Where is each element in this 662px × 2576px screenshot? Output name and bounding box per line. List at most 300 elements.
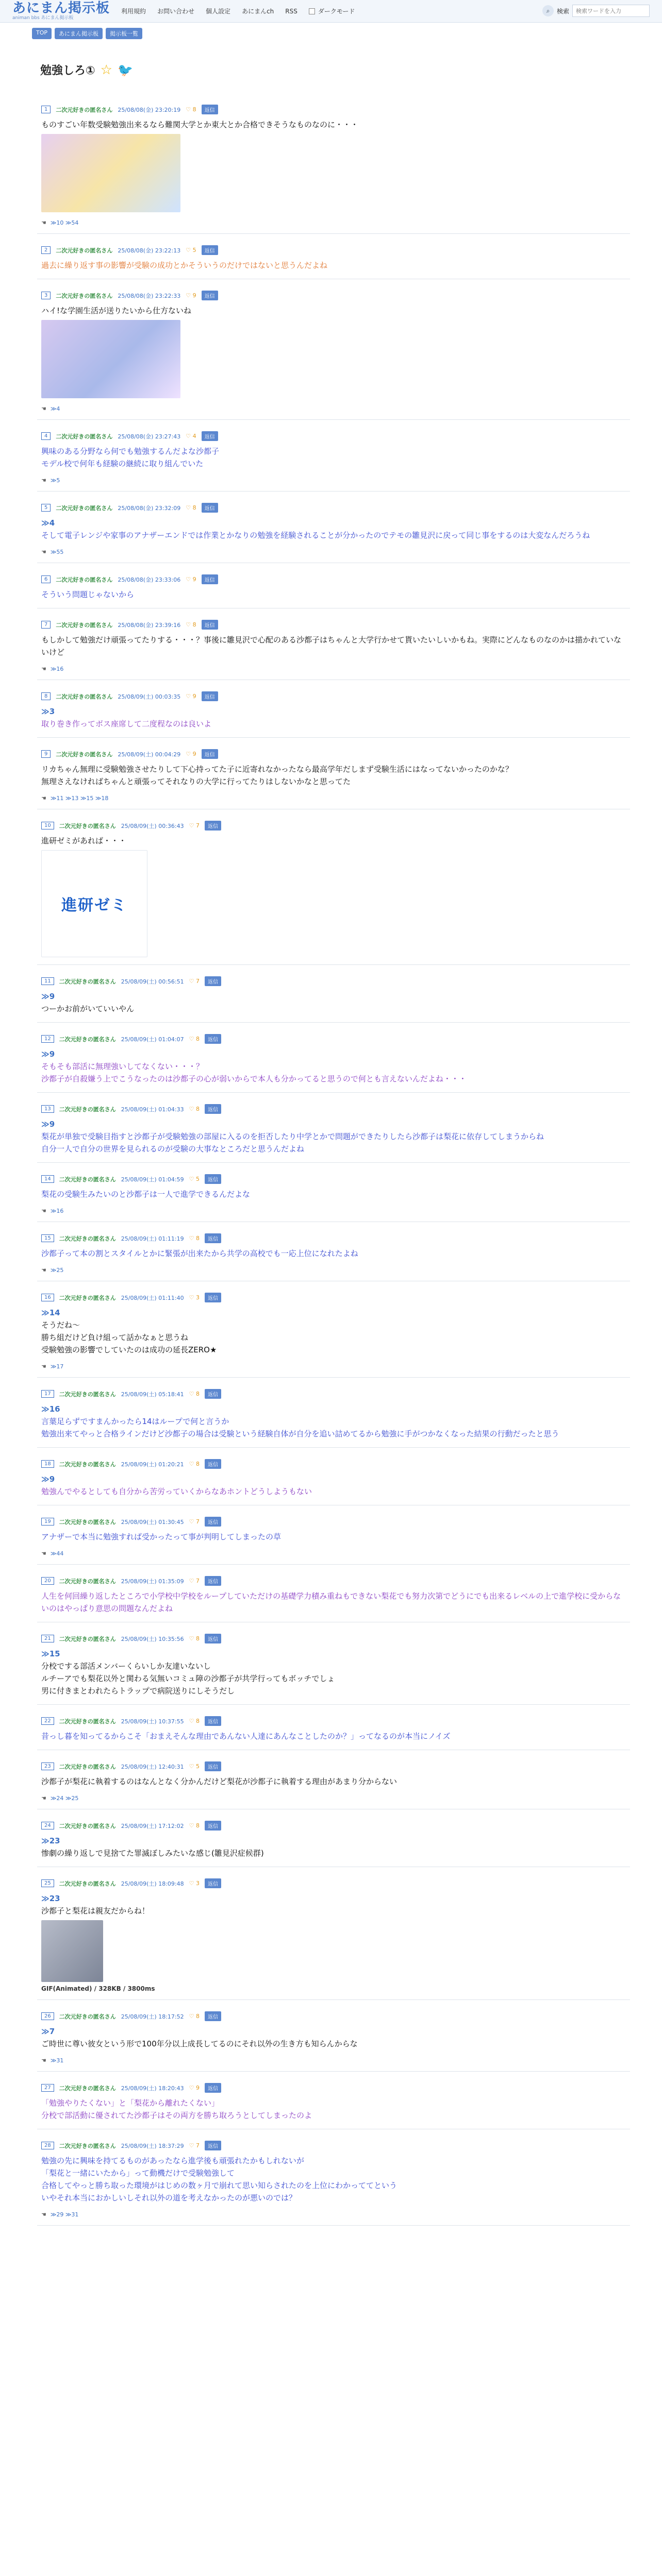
heart-icon: ♡ xyxy=(189,1176,196,1182)
reply-button[interactable]: 返信 xyxy=(205,1174,221,1184)
search-area xyxy=(542,5,650,17)
reply-button[interactable]: 返信 xyxy=(205,1389,221,1399)
post-number[interactable]: 6 xyxy=(41,575,51,583)
reply-button[interactable]: 返信 xyxy=(202,574,218,584)
post-number[interactable]: 23 xyxy=(41,1762,54,1770)
like-count: 8 xyxy=(195,1822,200,1829)
breadcrumb-list[interactable]: 掲示板一覧 xyxy=(106,28,142,39)
post-body: 昔っし暮を知ってるからこそ「おまえそんな理由であんない人達にあんなことしたのか？」ってなるのが本当にノイズ xyxy=(41,1732,451,1741)
post-reference[interactable]: ≫23 xyxy=(41,1836,60,1845)
breadcrumb xyxy=(0,23,662,39)
post-number[interactable]: 4 xyxy=(41,432,51,440)
post-header xyxy=(41,1233,626,1243)
post-body: 沙都子と梨花は親友だからね！ xyxy=(41,1906,150,1916)
post-header xyxy=(41,1878,626,1888)
post xyxy=(37,1867,630,2000)
post-reference[interactable]: ≫4 xyxy=(41,518,55,528)
like-count: 8 xyxy=(192,106,196,113)
post-body: もしかして勉強だけ頑張ってたりする・・・？事後に雛見沢で心配のある沙都子はちゃんと大学行かせて貰いたいしいかもね。実際にどんなものなのかは描かれていないけど xyxy=(41,635,622,657)
heart-icon: ♡ xyxy=(189,822,196,829)
post-header xyxy=(41,691,626,701)
shinken-zemi-logo: 進研ゼミ xyxy=(61,896,127,914)
reply-links[interactable]: ≫16 xyxy=(50,666,64,672)
reply-button[interactable]: 返信 xyxy=(205,1293,221,1302)
dark-mode-toggle[interactable] xyxy=(309,7,355,15)
post-reference[interactable]: ≫3 xyxy=(41,707,55,716)
like-count: 4 xyxy=(192,433,196,439)
reply-button[interactable]: 返信 xyxy=(205,1878,221,1888)
post-reference[interactable]: ≫7 xyxy=(41,2027,55,2036)
like-button[interactable] xyxy=(186,751,196,757)
like-button[interactable] xyxy=(189,2013,200,2020)
post xyxy=(37,1093,630,1163)
post-number[interactable]: 8 xyxy=(41,692,51,700)
post-number[interactable]: 5 xyxy=(41,504,51,512)
reply-links[interactable]: ≫11 ≫13 ≫15 ≫18 xyxy=(50,795,109,802)
post-header xyxy=(41,2141,626,2150)
heart-icon: ♡ xyxy=(189,1635,196,1642)
post-author: 二次元好きの匿名さん xyxy=(56,693,113,700)
post-replies xyxy=(41,1267,626,1274)
post xyxy=(37,1809,630,1867)
post-header xyxy=(41,2011,626,2021)
post-date: 25/08/09(土) 00:56:51 xyxy=(121,978,184,985)
like-count: 8 xyxy=(195,1391,200,1397)
post-author: 二次元好きの匿名さん xyxy=(56,433,113,440)
post-number[interactable]: 13 xyxy=(41,1105,54,1113)
heart-icon: ♡ xyxy=(186,693,193,700)
heart-icon: ♡ xyxy=(189,1880,196,1887)
logo-subtitle: animan bbs あにまん掲示板 xyxy=(12,15,74,21)
reply-button[interactable]: 返信 xyxy=(202,245,218,255)
reply-hand-icon: ☚ xyxy=(41,795,46,802)
reply-button[interactable]: 返信 xyxy=(205,2141,221,2150)
post-reference[interactable]: ≫14 xyxy=(41,1308,60,1317)
like-button[interactable] xyxy=(189,1578,200,1584)
post-reference[interactable]: ≫9 xyxy=(41,1475,55,1484)
like-button[interactable] xyxy=(189,1235,200,1242)
reply-hand-icon: ☚ xyxy=(41,666,46,672)
post xyxy=(37,93,630,234)
search-icon[interactable]: ⌕ xyxy=(542,5,554,16)
reply-button[interactable]: 返信 xyxy=(205,2011,221,2021)
reply-hand-icon: ☚ xyxy=(41,405,46,412)
post-body: 人生を何回繰り返したところで小学校中学校をループしていただけの基礎学力積み重ねもできない梨花でも努力次第でどうにでも出来るレベルの上で進学校に受からないのはやっぱり意思の問題なんだよね xyxy=(41,1591,621,1613)
twitter-bird-icon[interactable]: 🐦 xyxy=(117,62,133,77)
reply-button[interactable]: 返信 xyxy=(205,1634,221,1643)
post-reference[interactable]: ≫9 xyxy=(41,1120,55,1129)
post-body: アナザーで本当に勉強すれば受かったって事が判明してしまったの草 xyxy=(41,1532,282,1541)
post-date: 25/08/09(土) 01:11:40 xyxy=(121,1294,184,1301)
like-button[interactable] xyxy=(189,822,200,829)
post-date: 25/08/09(土) 01:35:09 xyxy=(121,1578,184,1585)
post-header xyxy=(41,620,626,630)
reply-links[interactable]: ≫24 ≫25 xyxy=(50,1795,79,1802)
post-author: 二次元好きの匿名さん xyxy=(59,1635,116,1642)
post xyxy=(37,1565,630,1622)
nav-rss[interactable]: RSS xyxy=(285,7,297,15)
breadcrumb-top[interactable]: TOP xyxy=(32,28,52,39)
post xyxy=(37,1023,630,1093)
post-reference[interactable]: ≫15 xyxy=(41,1649,60,1658)
reply-button[interactable]: 返信 xyxy=(205,976,221,986)
reply-links[interactable]: ≫29 ≫31 xyxy=(50,2211,79,2218)
post-number[interactable]: 21 xyxy=(41,1635,54,1642)
post-date: 25/08/09(土) 00:04:29 xyxy=(118,751,181,758)
post-image[interactable] xyxy=(41,134,180,212)
post-number[interactable]: 10 xyxy=(41,822,54,829)
post-header xyxy=(41,976,626,986)
post-date: 25/08/09(土) 18:09:48 xyxy=(121,1880,184,1887)
reply-hand-icon: ☚ xyxy=(41,477,46,484)
heart-icon: ♡ xyxy=(186,504,193,511)
like-count: 7 xyxy=(195,2142,200,2149)
like-count: 5 xyxy=(195,1176,200,1182)
post-number[interactable]: 3 xyxy=(41,292,51,299)
post-image[interactable] xyxy=(41,850,147,957)
reply-button[interactable]: 返信 xyxy=(202,749,218,759)
post-date: 25/08/09(土) 10:37:55 xyxy=(121,1718,184,1725)
reply-button[interactable]: 返信 xyxy=(205,821,221,831)
post xyxy=(37,1705,630,1750)
post-author: 二次元好きの匿名さん xyxy=(59,1763,116,1770)
heart-icon: ♡ xyxy=(189,1106,196,1112)
reply-button[interactable]: 返信 xyxy=(205,1821,221,1831)
post-author: 二次元好きの匿名さん xyxy=(59,822,116,829)
post-body: つーかお前がいていいやん xyxy=(41,1004,135,1013)
like-button[interactable] xyxy=(186,247,196,253)
reply-hand-icon: ☚ xyxy=(41,1208,46,1214)
post-author: 二次元好きの匿名さん xyxy=(59,1822,116,1829)
post-body: 分校でする部活メンバーくらいしか友達いないし ルチーアでも梨花以外と関わる気無いコミュ障の沙都子が共学行ってもボッチでしょ 男に付きまとわれたらトラップで病院送りにしそうだし xyxy=(41,1662,335,1696)
like-button[interactable] xyxy=(189,2142,200,2149)
reply-hand-icon: ☚ xyxy=(41,1363,46,1370)
heart-icon: ♡ xyxy=(189,1763,196,1770)
like-button[interactable] xyxy=(189,1461,200,1467)
post-date: 25/08/08(金) 23:27:43 xyxy=(118,433,181,440)
post-body: 梨花の受験生みたいのと沙都子は一人で進学できるんだよな xyxy=(41,1190,251,1199)
like-button[interactable] xyxy=(186,106,196,113)
reply-button[interactable]: 返信 xyxy=(202,431,218,441)
post-number[interactable]: 16 xyxy=(41,1294,54,1301)
like-button[interactable] xyxy=(186,292,196,299)
post-replies xyxy=(41,477,626,484)
post-date: 25/08/09(土) 10:35:56 xyxy=(121,1635,184,1642)
site-logo[interactable] xyxy=(12,2,110,21)
reply-links[interactable]: ≫5 xyxy=(50,477,60,484)
post-header xyxy=(41,503,626,513)
post-author: 二次元好きの匿名さん xyxy=(59,1461,116,1468)
like-button[interactable] xyxy=(189,1036,200,1042)
post-body: 進研ゼミがあれば・・・ xyxy=(41,836,127,845)
post xyxy=(37,1750,630,1809)
post-date: 25/08/09(土) 12:40:31 xyxy=(121,1763,184,1770)
like-button[interactable] xyxy=(189,1763,200,1770)
like-button[interactable] xyxy=(186,693,196,700)
reply-links[interactable]: ≫16 xyxy=(50,1208,64,1214)
post-reference[interactable]: ≫9 xyxy=(41,992,55,1001)
post-header xyxy=(41,1104,626,1114)
like-count: 5 xyxy=(195,1763,200,1770)
post-author: 二次元好きの匿名さん xyxy=(56,576,113,583)
post-number[interactable]: 11 xyxy=(41,977,54,985)
like-count: 7 xyxy=(195,822,200,829)
post-number[interactable]: 2 xyxy=(41,246,51,254)
reply-hand-icon: ☚ xyxy=(41,1795,46,1802)
post-date: 25/08/09(土) 05:18:41 xyxy=(121,1391,184,1398)
reply-button[interactable]: 返信 xyxy=(202,503,218,513)
post-number[interactable]: 17 xyxy=(41,1390,54,1398)
reply-button[interactable]: 返信 xyxy=(202,691,218,701)
reply-hand-icon: ☚ xyxy=(41,219,46,226)
post-author: 二次元好きの匿名さん xyxy=(59,2013,116,2020)
post-replies xyxy=(41,795,626,802)
post-body: 梨花が単独で受験目指すと沙都子が受験勉強の部屋に入るのを拒否したり中学とかで問題ができたりしたら沙都子は梨花に依存してしまうからね 自分一人で自分の世界を見られるのが受験の大事なところだと思うんだよね xyxy=(41,1132,544,1154)
reply-links[interactable]: ≫31 xyxy=(50,2057,64,2064)
like-button[interactable] xyxy=(189,1718,200,1724)
like-button[interactable] xyxy=(189,978,200,985)
post-author: 二次元好きの匿名さん xyxy=(59,1718,116,1725)
reply-links[interactable]: ≫44 xyxy=(50,1550,64,1557)
reply-button[interactable]: 返信 xyxy=(205,1233,221,1243)
post-number[interactable]: 14 xyxy=(41,1175,54,1183)
post-author: 二次元好きの匿名さん xyxy=(59,1235,116,1242)
post-number[interactable]: 22 xyxy=(41,1717,54,1725)
post-replies xyxy=(41,219,626,226)
post-number[interactable]: 15 xyxy=(41,1234,54,1242)
post-number[interactable]: 24 xyxy=(41,1822,54,1829)
like-count: 8 xyxy=(195,2013,200,2020)
like-button[interactable] xyxy=(189,1518,200,1525)
post-date: 25/08/08(金) 23:39:16 xyxy=(118,621,181,629)
post-number[interactable]: 27 xyxy=(41,2084,54,2092)
post-reference[interactable]: ≫23 xyxy=(41,1894,60,1903)
post-author: 二次元好きの匿名さん xyxy=(59,1391,116,1398)
post-header xyxy=(41,1821,626,1831)
post-date: 25/08/08(金) 23:32:09 xyxy=(118,504,181,512)
like-count: 8 xyxy=(195,1461,200,1467)
post-number[interactable]: 19 xyxy=(41,1518,54,1526)
post xyxy=(37,2072,630,2129)
post-header xyxy=(41,1293,626,1302)
like-button[interactable] xyxy=(189,1294,200,1301)
star-icon[interactable]: ☆ xyxy=(100,62,112,78)
nav-terms[interactable]: 利用規約 xyxy=(121,8,146,15)
like-count: 8 xyxy=(192,621,196,628)
post-number[interactable]: 20 xyxy=(41,1577,54,1585)
post-author: 二次元好きの匿名さん xyxy=(56,247,113,254)
post-header xyxy=(41,1174,626,1184)
post-image[interactable] xyxy=(41,320,180,398)
nav-animanch[interactable]: あにまんch xyxy=(242,8,274,15)
post-number[interactable]: 28 xyxy=(41,2142,54,2149)
heart-icon: ♡ xyxy=(189,1718,196,1724)
reply-button[interactable]: 返信 xyxy=(205,1716,221,1726)
post-body: ご時世に尊い彼女という形で100年分以上成長してるのにそれ以外の生き方も知らんからな xyxy=(41,2039,358,2048)
like-count: 9 xyxy=(195,2084,200,2091)
post-body: ものすごい年数受験勉強出来るなら難関大学とか東大とか合格できそうなものなのに・・・ xyxy=(41,120,359,129)
post-date: 25/08/09(土) 01:04:33 xyxy=(121,1106,184,1113)
post-body: 興味のある分野なら何でも勉強するんだよな沙都子 モデル校で何年も経験の継続に取り組んでいた xyxy=(41,447,220,468)
post-body: そうだね～ 勝ち組だけど負け組って話かなぁと思うね 受験勉強の影響でしていたのは成功の延長ZERO★ xyxy=(41,1320,217,1354)
heart-icon: ♡ xyxy=(186,433,193,439)
post-image[interactable] xyxy=(41,1920,103,1982)
post-date: 25/08/08(金) 23:22:33 xyxy=(118,292,181,299)
reply-button[interactable]: 返信 xyxy=(205,1034,221,1044)
page-title: 勉強しろ① xyxy=(40,64,95,77)
like-button[interactable] xyxy=(186,621,196,628)
post-replies xyxy=(41,2211,626,2218)
post-author: 二次元好きの匿名さん xyxy=(59,1176,116,1183)
post xyxy=(37,1163,630,1222)
like-count: 9 xyxy=(192,576,196,583)
post xyxy=(37,234,630,279)
heart-icon: ♡ xyxy=(189,1578,196,1584)
post-author: 二次元好きの匿名さん xyxy=(59,2084,116,2092)
post-author: 二次元好きの匿名さん xyxy=(59,1880,116,1887)
search-input[interactable] xyxy=(572,5,650,17)
post-body: 勉強んでやるとしても自分から苦労っていくからなあホントどうしようもない xyxy=(41,1487,312,1496)
reply-button[interactable]: 返信 xyxy=(202,620,218,630)
post xyxy=(37,1622,630,1705)
post-header xyxy=(41,1716,626,1726)
post-date: 25/08/08(金) 23:20:19 xyxy=(118,106,181,113)
reply-links[interactable]: ≫25 xyxy=(50,1267,64,1274)
post-body: ハイ!な学園生活が送りたいから仕方ないね xyxy=(41,306,192,315)
post-number[interactable]: 25 xyxy=(41,1879,54,1887)
like-button[interactable] xyxy=(189,1880,200,1887)
reply-button[interactable]: 返信 xyxy=(202,291,218,300)
post-number[interactable]: 1 xyxy=(41,106,51,113)
post-author: 二次元好きの匿名さん xyxy=(56,621,113,629)
post-body: そもそも部活に無理強いしてなくない・・・？ 沙都子が自殺嫌う上でこうなったのは沙都子の心が弱いからで本人も分かってると思うので何とも言えないんだよね・・・ xyxy=(41,1062,467,1083)
post-body: 沙都子が梨花に執着するのはなんとなく分かんだけど梨花が沙都子に執着する理由があまり分からない xyxy=(41,1777,398,1786)
reply-links[interactable]: ≫10 ≫54 xyxy=(50,219,79,226)
heart-icon: ♡ xyxy=(186,621,193,628)
like-button[interactable] xyxy=(189,1106,200,1112)
like-button[interactable] xyxy=(189,2084,200,2091)
post xyxy=(37,1281,630,1378)
heart-icon: ♡ xyxy=(189,1036,196,1042)
like-count: 8 xyxy=(195,1036,200,1042)
search-label: 検索 xyxy=(556,7,569,15)
post-date: 25/08/09(土) 18:37:29 xyxy=(121,2142,184,2149)
heart-icon: ♡ xyxy=(186,576,193,583)
post-author: 二次元好きの匿名さん xyxy=(59,1036,116,1043)
like-button[interactable] xyxy=(189,1635,200,1642)
heart-icon: ♡ xyxy=(186,751,193,757)
reply-button[interactable]: 返信 xyxy=(205,1104,221,1114)
like-button[interactable] xyxy=(186,504,196,511)
post-number[interactable]: 9 xyxy=(41,750,51,758)
reply-button[interactable]: 返信 xyxy=(205,1761,221,1771)
post-date: 25/08/08(金) 23:33:06 xyxy=(118,576,181,583)
post-date: 25/08/09(土) 01:20:21 xyxy=(121,1461,184,1468)
post-header xyxy=(41,1034,626,1044)
post-number[interactable]: 18 xyxy=(41,1460,54,1468)
post-author: 二次元好きの匿名さん xyxy=(59,1578,116,1585)
post-body: 惨劇の繰り返しで見捨てた罪滅ぼしみたいな感じ(雛見沢症候群) xyxy=(41,1849,264,1858)
breadcrumb-board[interactable]: あにまん掲示板 xyxy=(55,28,103,39)
like-button[interactable] xyxy=(189,1822,200,1829)
post-header xyxy=(41,1389,626,1399)
reply-button[interactable]: 返信 xyxy=(205,1576,221,1586)
logo-title: あにまん掲示板 xyxy=(12,1,110,16)
post xyxy=(37,1222,630,1281)
post-author: 二次元好きの匿名さん xyxy=(59,2142,116,2149)
heart-icon: ♡ xyxy=(189,1391,196,1397)
like-button[interactable] xyxy=(189,1391,200,1397)
post-reference[interactable]: ≫16 xyxy=(41,1404,60,1414)
post-date: 25/08/09(土) 01:11:19 xyxy=(121,1235,184,1242)
post-date: 25/08/09(土) 01:04:59 xyxy=(121,1176,184,1183)
post-date: 25/08/08(金) 23:22:13 xyxy=(118,247,181,254)
like-count: 9 xyxy=(192,292,196,299)
like-count: 9 xyxy=(192,751,196,757)
post-reference[interactable]: ≫9 xyxy=(41,1049,55,1059)
like-count: 8 xyxy=(195,1718,200,1724)
post-number[interactable]: 7 xyxy=(41,621,51,629)
reply-links[interactable]: ≫4 xyxy=(50,405,60,412)
like-button[interactable] xyxy=(189,1176,200,1182)
heart-icon: ♡ xyxy=(186,247,193,253)
nav-contact[interactable]: お問い合わせ xyxy=(157,8,195,15)
post-body: リカちゃん無理に受験勉強させたりして下心持ってた子に近寄れなかったなら最高学年だしまず受験生活にはなってないかったのかな？ 無理さえなければちゃんと頑張ってそれなりの大学に行ってたりはしないかなと思ってた xyxy=(41,765,513,786)
dark-mode-checkbox[interactable] xyxy=(309,8,315,14)
nav-settings[interactable]: 個人設定 xyxy=(206,8,231,15)
post-replies xyxy=(41,1208,626,1214)
like-button[interactable] xyxy=(186,576,196,583)
reply-button[interactable]: 返信 xyxy=(205,1517,221,1527)
post-header xyxy=(41,1576,626,1586)
post-date: 25/08/09(土) 00:03:35 xyxy=(118,693,181,700)
post-header xyxy=(41,574,626,584)
post xyxy=(37,680,630,738)
reply-button[interactable]: 返信 xyxy=(202,105,218,114)
post xyxy=(37,965,630,1023)
gif-caption: GIF(Animated) / 328KB / 3800ms xyxy=(41,1985,155,1992)
post xyxy=(37,279,630,420)
reply-links[interactable]: ≫17 xyxy=(50,1363,64,1370)
heart-icon: ♡ xyxy=(189,1461,196,1467)
reply-button[interactable]: 返信 xyxy=(205,1459,221,1469)
post-number[interactable]: 26 xyxy=(41,2012,54,2020)
post-date: 25/08/09(土) 17:12:02 xyxy=(121,1822,184,1829)
like-count: 7 xyxy=(195,1578,200,1584)
post-number[interactable]: 12 xyxy=(41,1035,54,1043)
top-nav xyxy=(121,7,355,15)
heart-icon: ♡ xyxy=(186,292,193,299)
like-count: 5 xyxy=(192,247,196,253)
post-author: 二次元好きの匿名さん xyxy=(56,504,113,512)
thread-main xyxy=(0,62,662,2226)
like-button[interactable] xyxy=(186,433,196,439)
post-body: 過去に繰り返す事の影響が受験の成功とかそういうのだけではないと思うんだよね xyxy=(41,261,328,270)
post-header xyxy=(41,431,626,441)
like-count: 8 xyxy=(195,1235,200,1242)
heart-icon: ♡ xyxy=(189,1518,196,1525)
post-replies xyxy=(41,1550,626,1557)
heart-icon: ♡ xyxy=(189,1235,196,1242)
post-header xyxy=(41,1517,626,1527)
reply-hand-icon: ☚ xyxy=(41,1267,46,1274)
post-body: 沙都子って本の割とスタイルとかに緊張が出来たから共学の高校でも一応上位になれたよね xyxy=(41,1249,358,1258)
like-count: 9 xyxy=(192,693,196,700)
post-list xyxy=(32,93,630,2226)
reply-links[interactable]: ≫55 xyxy=(50,549,64,555)
reply-button[interactable]: 返信 xyxy=(205,2083,221,2093)
post xyxy=(37,809,630,965)
